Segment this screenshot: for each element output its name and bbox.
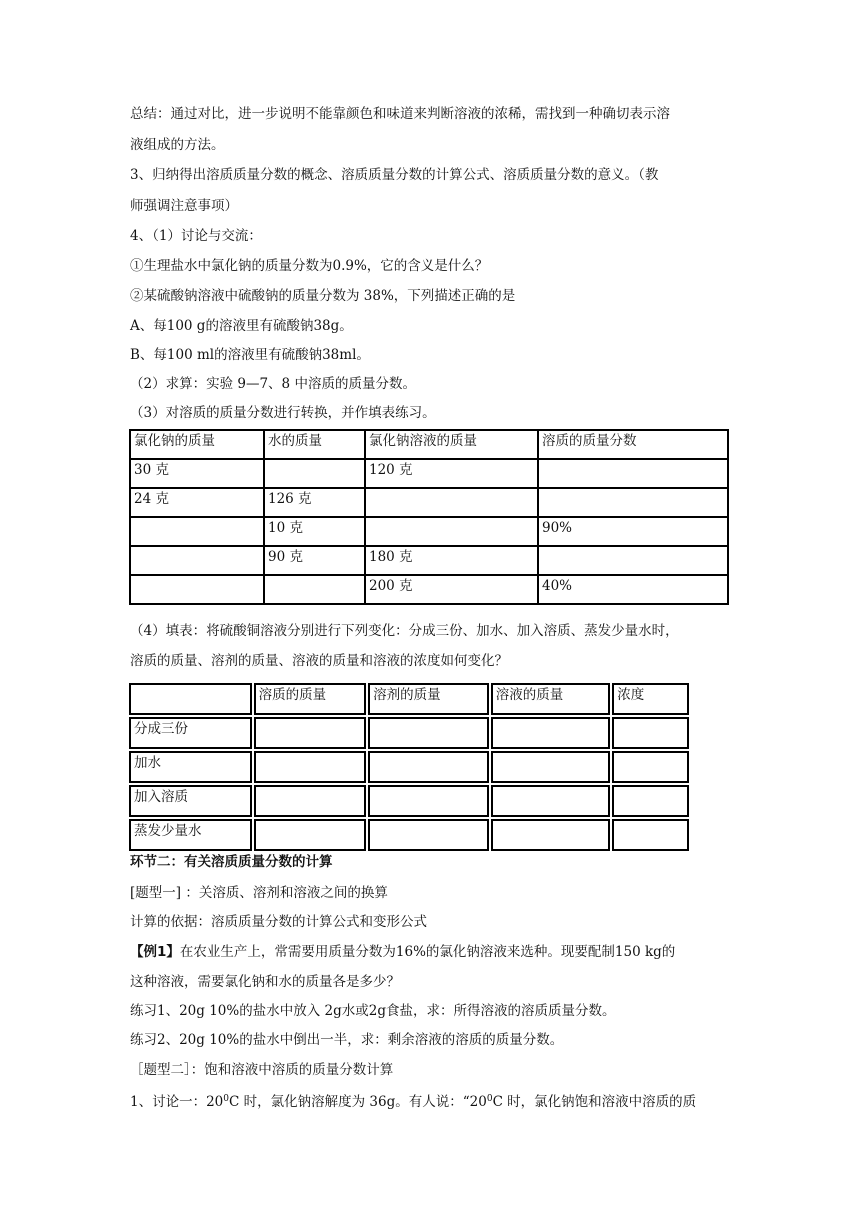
table-header-cell: 氯化钠溶液的质量: [365, 430, 538, 459]
text-line: B、每100 ml的溶液里有硫酸钠38ml。: [130, 347, 370, 363]
text-line: 计算的依据：溶质质量分数的计算公式和变形公式: [130, 914, 427, 930]
text-line: （4）填表：将硫酸铜溶液分别进行下列变化：分成三份、加水、加入溶质、蒸发少量水时，: [130, 623, 679, 639]
table-cell: [612, 785, 689, 817]
table-cell: [254, 717, 366, 749]
text-line: 3、归纳得出溶质质量分数的概念、溶质质量分数的计算公式、溶质质量分数的意义。（教: [130, 167, 659, 183]
text-line: 师强调注意事项）: [130, 198, 238, 214]
table-cell: [368, 751, 489, 783]
table-cell: [365, 517, 538, 546]
table-cell: 30 克: [130, 459, 264, 488]
table-cell: 200 克: [365, 575, 538, 604]
text-segment: C 时，氯化钠溶解度为 36g。有人说：“20: [229, 1094, 487, 1110]
table-cell: 90%: [538, 517, 728, 546]
table-cell: [612, 717, 689, 749]
table-cell: 40%: [538, 575, 728, 604]
table-header-cell: 溶质的质量分数: [538, 430, 728, 459]
table-cell: [254, 785, 366, 817]
section-heading: 环节二：有关溶质质量分数的计算: [130, 854, 333, 870]
table-cell: 180 克: [365, 546, 538, 575]
table-cell: [130, 517, 264, 546]
text-segment: 1、讨论一：20: [130, 1094, 224, 1110]
table-cell: [538, 488, 728, 517]
example-label: 【例1】: [130, 944, 180, 960]
table-row-label: 加入溶质: [129, 785, 252, 817]
table-cell: [612, 751, 689, 783]
table-header-cell: 浓度: [612, 683, 689, 715]
table-cell: 90 克: [264, 546, 365, 575]
table-cell: [491, 785, 611, 817]
table-row-label: 蒸发少量水: [129, 819, 252, 851]
table-cell: [254, 751, 366, 783]
table-header-cell: 溶剂的质量: [368, 683, 489, 715]
table-header-cell: 水的质量: [264, 430, 365, 459]
table-header-cell: [129, 683, 252, 715]
superscript: 0: [486, 1094, 493, 1104]
table-cell: [612, 819, 689, 851]
text-line: 总结：通过对比，进一步说明不能靠颜色和味道来判断溶液的浓稀，需找到一种确切表示溶: [130, 106, 670, 122]
table-cell: [538, 459, 728, 488]
text-line: ①生理盐水中氯化钠的质量分数为0.9%，它的含义是什么？: [130, 258, 489, 274]
table-cell: [130, 575, 264, 604]
table-cell: [264, 575, 365, 604]
table-row-label: 分成三份: [129, 717, 252, 749]
table-cell: [538, 546, 728, 575]
text-line: [题型一] ：关溶质、溶剂和溶液之间的换算: [130, 885, 388, 901]
text-line: 液组成的方法。: [130, 137, 225, 153]
mass-fraction-table: [129, 429, 729, 605]
table-cell: [368, 785, 489, 817]
text-line: （2）求算：实验 9—7、8 中溶质的质量分数。: [130, 376, 416, 392]
table-cell: 10 克: [264, 517, 365, 546]
text-line: 练习1、20g 10%的盐水中放入 2g水或2g食盐，求：所得溶液的溶质质量分数。: [130, 1003, 616, 1019]
text-line: ②某硫酸钠溶液中硫酸钠的质量分数为 38%，下列描述正确的是: [130, 288, 516, 304]
superscript: 0: [223, 1094, 230, 1104]
text-line: A、每100 g的溶液里有硫酸钠38g。: [130, 318, 353, 334]
text-line: [130, 942, 675, 962]
text-line: ［题型二］：饱和溶液中溶质的质量分数计算: [130, 1062, 394, 1078]
table-cell: [491, 819, 611, 851]
table-header-cell: 溶液的质量: [491, 683, 611, 715]
text-line: 溶质的质量、溶剂的质量、溶液的质量和溶液的浓度如何变化？: [130, 653, 508, 669]
table-cell: 120 克: [365, 459, 538, 488]
text-line: 这种溶液，需要氯化钠和水的质量各是多少？: [130, 974, 400, 990]
table-cell: [368, 819, 489, 851]
table-cell: [264, 459, 365, 488]
change-table: [127, 681, 691, 853]
text-segment: C 时，氯化钠饱和溶液中溶质的质: [492, 1094, 697, 1110]
text-line: [130, 1089, 696, 1112]
table-header-cell: 溶质的质量: [254, 683, 366, 715]
table-cell: [368, 717, 489, 749]
text-line: （3）对溶质的质量分数进行转换，并作填表练习。: [130, 405, 436, 421]
table-cell: [254, 819, 366, 851]
table-cell: [365, 488, 538, 517]
table-cell: 24 克: [130, 488, 264, 517]
table-header-cell: 氯化钠的质量: [130, 430, 264, 459]
text-line: 4、（1）讨论与交流：: [130, 228, 262, 244]
table-cell: [130, 546, 264, 575]
example-text: 在农业生产上，常需要用质量分数为16%的氯化钠溶液来选种。现要配制150 kg的: [179, 944, 676, 960]
text-line: 练习2、20g 10%的盐水中倒出一半，求：剩余溶液的溶质的质量分数。: [130, 1032, 564, 1048]
table-cell: [491, 717, 611, 749]
table-row-label: 加水: [129, 751, 252, 783]
table-cell: 126 克: [264, 488, 365, 517]
table-cell: [491, 751, 611, 783]
